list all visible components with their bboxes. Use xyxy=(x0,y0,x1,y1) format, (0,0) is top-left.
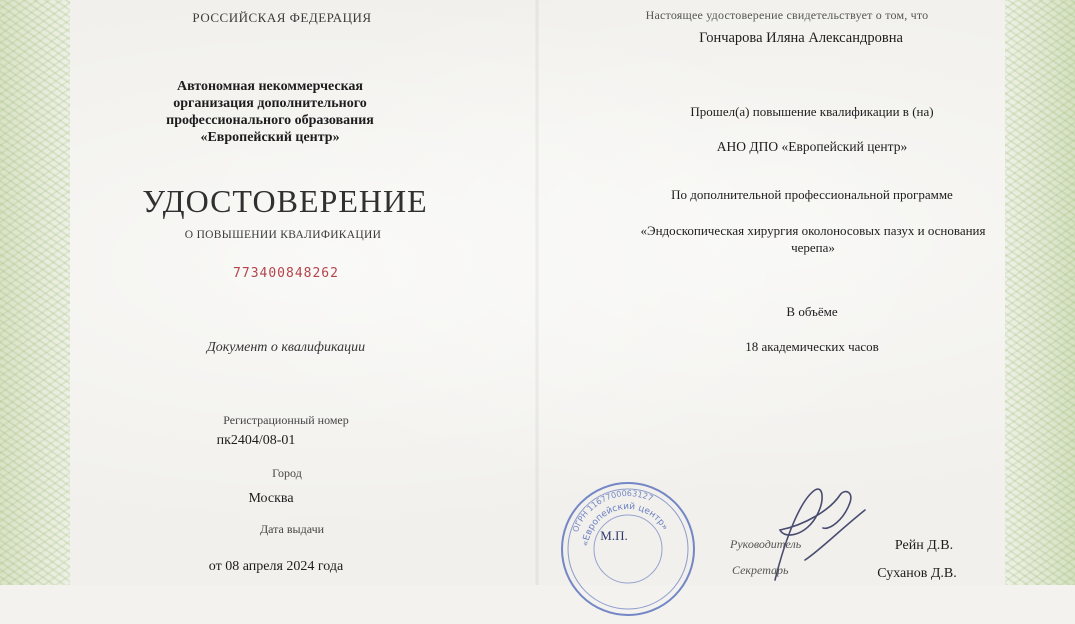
stamp-org-text: «Европейский центр» xyxy=(581,501,670,547)
registration-number: пк2404/08-01 xyxy=(216,433,296,448)
issue-date: от 08 апреля 2024 года xyxy=(208,559,344,574)
organization-stamp xyxy=(553,474,703,624)
person-name: Гончарова Иляна Александровна xyxy=(699,30,903,46)
city-value: Москва xyxy=(248,491,294,506)
serial-number: 773400848262 xyxy=(233,266,339,281)
passed-label: Прошел(а) повышение квалификации в (на) xyxy=(690,104,934,119)
organization-name: Автономная некоммерческая организация дополнительного профессионального образования «Европейский центр» xyxy=(166,79,374,145)
head-name: Рейн Д.В. xyxy=(894,538,954,553)
city-label: Город xyxy=(272,466,302,480)
document-title: УДОСТОВЕРЕНИЕ xyxy=(142,183,428,219)
left-ornament-border xyxy=(0,0,70,585)
volume-value: 18 академических часов xyxy=(745,339,879,354)
certify-header: Настоящее удостоверение свидетельствует о том, что xyxy=(645,8,929,22)
country-label: РОССИЙСКАЯ ФЕДЕРАЦИЯ xyxy=(192,10,372,25)
document-subtitle: О ПОВЫШЕНИИ КВАЛИФИКАЦИИ xyxy=(184,229,382,241)
stamp-place-label: М.П. xyxy=(600,528,628,543)
institution-name: АНО ДПО «Европейский центр» xyxy=(716,139,908,154)
issue-date-label: Дата выдачи xyxy=(259,522,325,536)
registration-label: Регистрационный номер xyxy=(223,413,349,427)
volume-label: В объёме xyxy=(786,304,838,319)
document-kind: Документ о квалификации xyxy=(206,340,366,355)
program-name: «Эндоскопическая хирургия околоносовых пазух и основания черепа» xyxy=(640,223,986,255)
head-label: Руководитель xyxy=(730,537,802,551)
page-fold xyxy=(535,0,539,585)
secretary-name: Суханов Д.В. xyxy=(877,566,957,581)
right-ornament-border xyxy=(1005,0,1075,585)
stamp-ogrn-text: ОГРН 1167700063127 xyxy=(570,488,655,534)
program-label: По дополнительной профессиональной программе xyxy=(671,187,953,202)
secretary-label: Секретарь xyxy=(732,563,789,577)
